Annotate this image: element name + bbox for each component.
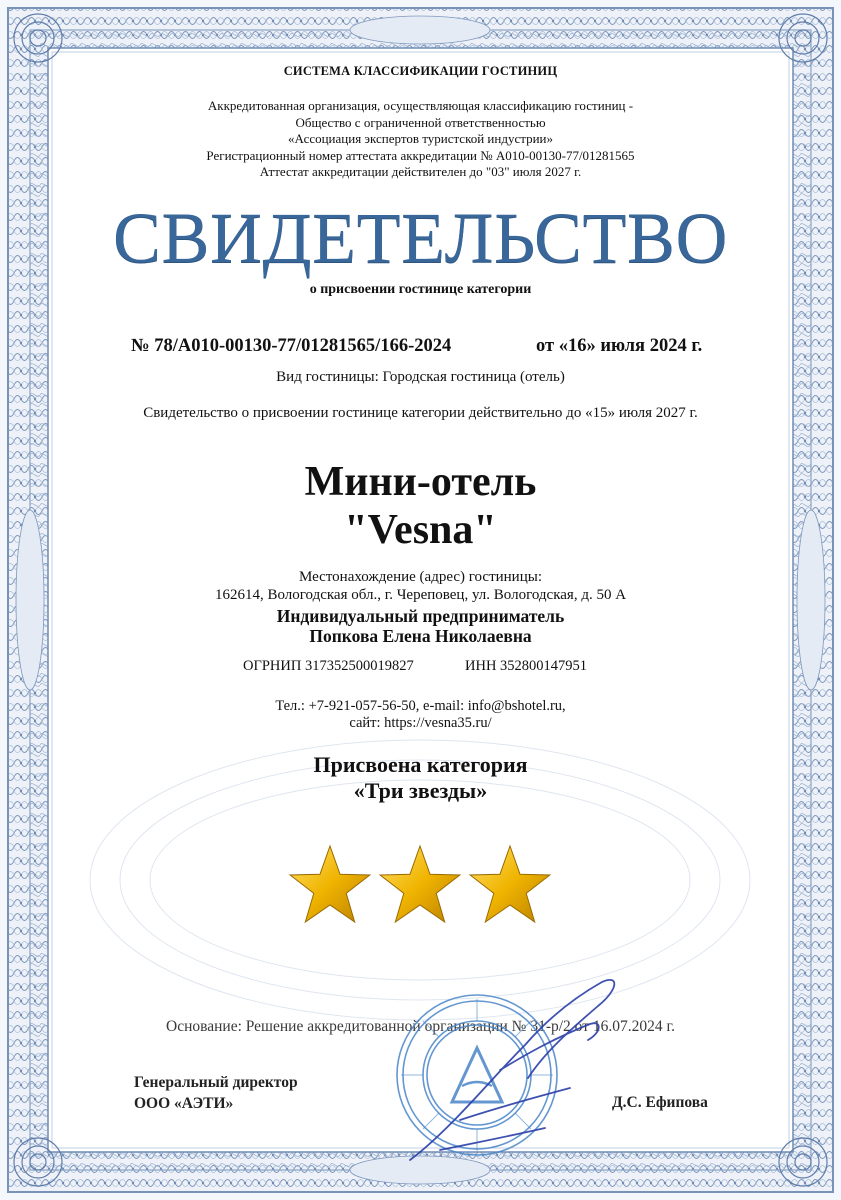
certificate-subtitle: о присвоении гостинице категории: [309, 282, 532, 297]
accredited-organization-block: [0, 98, 841, 181]
hotel-name-line: "Vesna": [344, 507, 497, 553]
owner-name: Попкова Елена Николаевна: [309, 626, 532, 646]
certificate-title: СВИДЕТЕЛЬСТВО: [112, 198, 729, 278]
basis-statement: Основание: Решение аккредитованной организации № 31-р/2 от 16.07.2024 г.: [166, 1018, 675, 1035]
certificate-number: № 78/A010-00130-77/01281565/166-2024: [131, 336, 452, 356]
handwritten-signature-icon: [340, 960, 640, 1180]
org-line: Общество с ограниченной ответственностью: [295, 114, 546, 130]
star-icon: [470, 846, 550, 922]
hotel-type: Вид гостиницы: Городская гостиница (отель): [276, 369, 565, 385]
owner-title: Индивидуальный предприниматель: [276, 606, 565, 626]
address-label: Местонахождение (адрес) гостиницы:: [299, 569, 542, 585]
owner-block: [0, 606, 841, 646]
org-line: Аккредитованная организация, осуществляющая классификацию гостиниц -: [207, 98, 634, 113]
org-line: Аттестат аккредитации действителен до "03" июля 2027 г.: [259, 164, 582, 179]
category-stars: [0, 842, 841, 932]
validity-statement: Свидетельство о присвоении гостинице категории действительно до «15» июля 2027 г.: [143, 405, 698, 421]
org-line: «Ассоциация экспертов туристской индустрии»: [288, 131, 553, 146]
director-company: ООО «АЭТИ»: [134, 1095, 234, 1112]
signer-name: Д.С. Ефипова: [612, 1094, 708, 1111]
contacts-website: сайт: https://vesna35.ru/: [349, 715, 492, 731]
classification-system-header: СИСТЕМА КЛАССИФИКАЦИИ ГОСТИНИЦ: [283, 64, 558, 78]
inn: ИНН 352800147951: [465, 658, 588, 674]
director-position: [134, 1072, 298, 1114]
star-icon: [380, 846, 460, 922]
address-value: 162614, Вологодская обл., г. Череповец, ул. Вологодская, д. 50 А: [214, 587, 627, 603]
star-icon: [290, 846, 370, 922]
hotel-name: [0, 458, 841, 554]
org-line: Регистрационный номер аттестата аккредитации № A010-00130-77/01281565: [206, 147, 635, 163]
contacts-phone-email: Тел.: +7-921-057-56-50, e-mail: info@bshotel.ru,: [275, 698, 566, 714]
contacts-block: [0, 698, 841, 732]
category-block: [0, 752, 841, 804]
certificate-date: от «16» июля 2024 г.: [536, 336, 703, 356]
hotel-name-line: Мини-отель: [304, 459, 537, 505]
ogrnip: ОГРНИП 317352500019827: [243, 658, 414, 674]
director-title: Генеральный директор: [134, 1074, 298, 1091]
category-label: Присвоена категория: [313, 752, 528, 777]
category-value: «Три звезды»: [353, 778, 488, 803]
hotel-address-block: [0, 568, 841, 604]
